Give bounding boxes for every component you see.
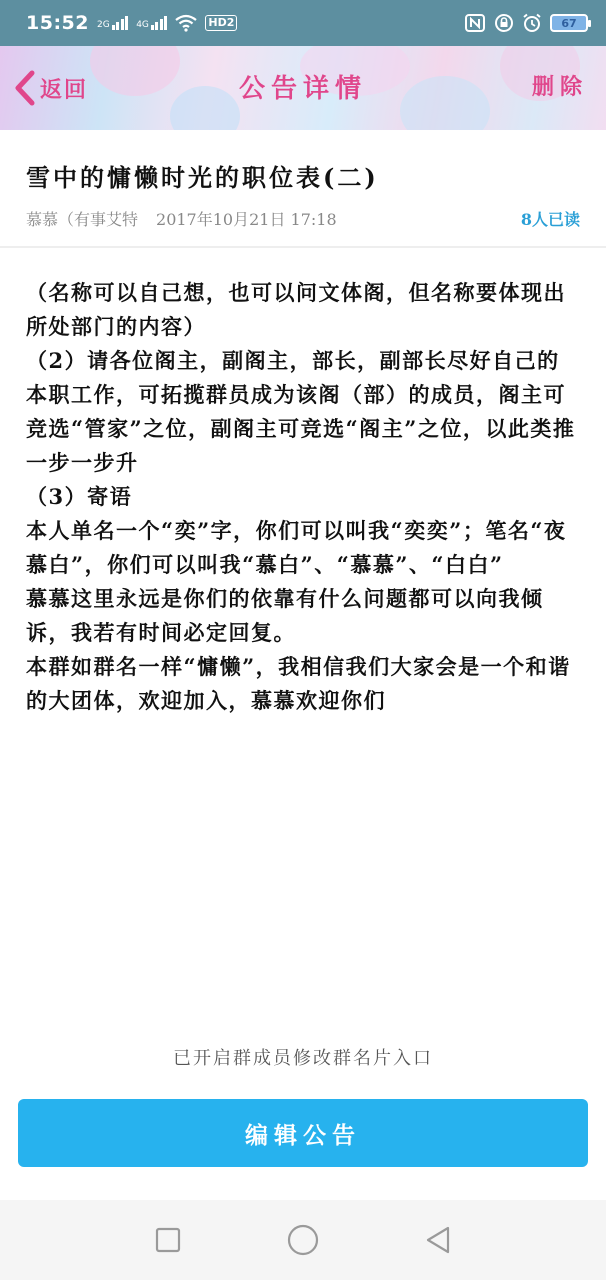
nfc-icon [464,13,486,33]
sim1-type-label: 2G [96,20,110,30]
status-left [26,12,237,34]
notice-meta-left [26,207,337,230]
group-card-hint[interactable]: 已开启群成员修改群名片入口 [173,1048,433,1069]
status-right [464,13,588,33]
author-name[interactable]: 慕慕（有事艾特 [26,210,139,229]
notice-paragraph: 本群如群名一样“慵懒”，我相信我们大家会是一个和谐的大团体，欢迎加入，慕慕欢迎你们 [26,654,571,713]
publish-datetime: 2017年10月21日 17:18 [156,210,337,229]
sim2-type-label: 4G [136,20,149,30]
notice-paragraph: 本人单名一个“奕”字，你们可以叫我“奕奕”；笔名“夜慕白”，你们可以叫我“慕白”、“慕慕”、“白白” [26,518,567,577]
status-time: 15:52 [26,12,89,34]
page-title: 公告详情 [238,74,367,104]
hd-voice-badge: HD2 [205,15,237,31]
recent-apps-icon [155,1227,181,1253]
wifi-icon [175,14,197,32]
battery-level: 67 [561,16,577,30]
app-header [0,46,606,130]
alarm-icon [522,13,542,33]
back-icon [424,1225,452,1255]
edit-notice-label: 编辑公告 [245,1121,361,1149]
lock-rotation-icon [494,13,514,33]
notice-paragraph: （2）请各位阁主，副阁主，部长，副部长尽好自己的本职工作，可拓揽群员成为该阁（部）的成员，阁主可竞选“管家”之位，副阁主可竞选“阁主”之位，以此类推一步一步升 [26,348,576,475]
signal-sim1-icon [97,16,128,30]
recent-apps-button[interactable] [148,1220,188,1260]
notice-body [26,276,582,718]
system-nav-bar [0,1200,606,1280]
system-back-button[interactable] [418,1220,458,1260]
delete-button[interactable]: 删除 [531,74,588,100]
signal-sim2-icon [136,16,167,30]
read-count-link[interactable]: 8人已读 [520,210,580,229]
home-icon [286,1223,320,1257]
notice-header [0,130,606,248]
back-label: 返回 [40,76,89,103]
notice-paragraph: （名称可以自己想，也可以问文体阁，但名称要体现出所处部门的内容） [26,280,566,339]
home-button[interactable] [283,1220,323,1260]
notice-paragraph: （3）寄语 [26,484,133,509]
notice-title: 雪中的慵懒时光的职位表(二) [26,163,379,192]
status-bar [0,0,606,46]
notice-paragraph: 慕慕这里永远是你们的依靠有什么问题都可以向我倾诉，我若有时间必定回复。 [26,586,544,645]
edit-notice-button[interactable] [18,1099,588,1167]
notice-meta [26,207,580,230]
battery-icon [550,14,588,32]
